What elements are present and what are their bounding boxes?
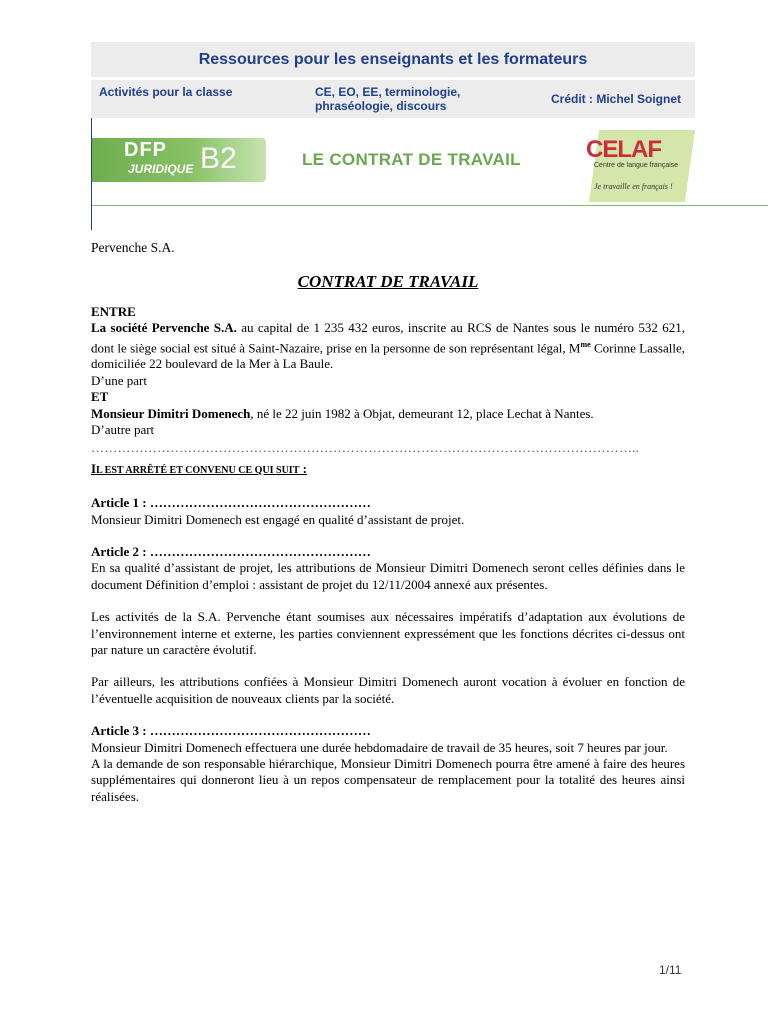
header-subbar xyxy=(91,80,695,118)
party2-name: Monsieur Dimitri Domenech xyxy=(91,405,251,421)
contract-body xyxy=(91,240,685,805)
header-skills: CE, EO, EE, terminologie, phraséologie, discours xyxy=(315,85,461,113)
party2-paragraph xyxy=(91,406,685,422)
page-number: 1/11 xyxy=(659,963,682,977)
dfp-logo-juridique: JURIDIQUE xyxy=(128,162,194,176)
party2-text: , né le 22 juin 1982 à Objat, demeurant 12, place Lechat à Nantes. xyxy=(250,405,594,421)
arrete-smallcaps: L EST ARRÊTÉ ET CONVENU CE QUI SUIT xyxy=(96,464,300,476)
party1-name: La société Pervenche S.A. xyxy=(91,320,237,336)
contract-title: CONTRAT DE TRAVAIL xyxy=(297,272,479,292)
article3-title: Article 3 : …………………………………………… xyxy=(91,723,371,739)
dotted-separator: …………………………………………………………………………………………………………….. xyxy=(91,440,640,456)
arrete-heading xyxy=(91,461,685,479)
party1-sup: me xyxy=(580,339,591,349)
dfp-juridique-logo xyxy=(92,138,266,182)
header-activities: Activités pour la classe xyxy=(99,85,233,99)
arrete-end: : xyxy=(299,460,307,476)
dfp-logo-level: B2 xyxy=(200,142,237,175)
dautre-part: D’autre part xyxy=(91,421,155,437)
article2-paragraph-2: Les activités de la S.A. Pervenche étant soumises aux nécessaires impératifs d’adaptation aux évolutions de l’environnement interne et externe, les parties conviennent expressément que les fonctions décrites ci-dessus ont par nature un caractère évolutif. xyxy=(91,609,685,658)
article3-paragraph-1: Monsieur Dimitri Domenech effectuera une durée hebdomadaire de travail de 35 heures, soit 7 heures par jour. xyxy=(91,739,668,755)
celaf-logo-name: CELAF xyxy=(586,136,661,163)
dune-part: D’une part xyxy=(91,372,147,388)
celaf-logo-subtitle: Centre de langue française xyxy=(594,162,679,169)
entre-label: ENTRE xyxy=(91,303,136,319)
company-name: Pervenche S.A. xyxy=(91,240,175,255)
header-title: Ressources pour les enseignants et les formateurs xyxy=(91,42,695,77)
celaf-logo-slogan: Je travaille en français ! xyxy=(594,182,673,191)
header-credit: Crédit : Michel Soignet xyxy=(550,92,681,106)
celaf-logo xyxy=(586,130,694,206)
et-label: ET xyxy=(91,389,109,405)
arrete-cap: I xyxy=(91,460,97,476)
party1-paragraph xyxy=(91,320,685,373)
document-heading: LE CONTRAT DE TRAVAIL xyxy=(302,150,521,169)
dfp-logo-text: DFP xyxy=(124,139,167,161)
article2-paragraph-3: Par ailleurs, les attributions confiées à Monsieur Dimitri Domenech auront vocation à évoluer en fonction de l’éventuelle acquisition de nouveaux clients par la société. xyxy=(91,674,685,706)
party1-text-b: Corinne Lassalle, domiciliée 22 boulevard de la Mer à La Baule. xyxy=(91,339,685,372)
article2-title: Article 2 : …………………………………………… xyxy=(91,544,371,560)
article1-title: Article 1 : …………………………………………… xyxy=(91,495,371,511)
party1-text-a: au capital de 1 235 432 euros, inscrite au RCS de Nantes sous le numéro 532 621, dont le siège social est situé à Saint-Nazaire, prise en la personne de son représentant légal, M xyxy=(91,320,685,355)
article2-paragraph-1: En sa qualité d’assistant de projet, les attributions de Monsieur Dimitri Domenech seront celles définies dans le document Définition d’emploi : assistant de projet du 12/11/2004 annexé aux présentes. xyxy=(91,560,685,592)
article3-paragraph-2: A la demande de son responsable hiérarchique, Monsieur Dimitri Domenech pourra être amené à faire des heures supplémentaires qui donneront lieu à un repos compensateur de remplacement pour la totalité des heures ainsi réalisées. xyxy=(91,756,685,804)
article1-text: Monsieur Dimitri Domenech est engagé en qualité d’assistant de projet. xyxy=(91,511,465,527)
